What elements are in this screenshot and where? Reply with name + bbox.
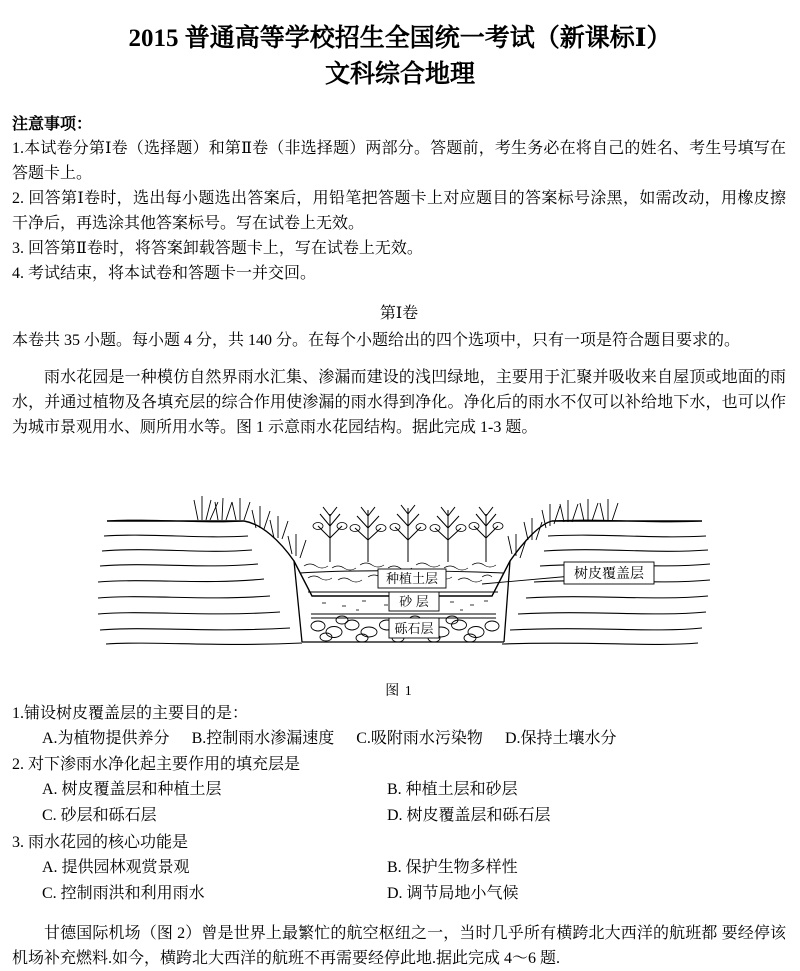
question-1-option-b[interactable]: B.控制雨水渗漏速度 — [191, 730, 335, 747]
page-subtitle: 文科综合地理 — [324, 61, 475, 88]
figure-1-caption: 图 1 — [385, 684, 413, 699]
question-2-option-a[interactable]: A. 树皮覆盖层和种植土层 — [42, 781, 222, 798]
question-3-option-d[interactable]: D. 调节局地小气候 — [387, 885, 519, 902]
question-3-option-c[interactable]: C. 控制雨洪和利用雨水 — [42, 885, 205, 902]
question-2-options — [12, 777, 786, 829]
label-gravel: 砾石层 — [394, 621, 434, 636]
question-3-options — [12, 855, 786, 907]
notice-heading: 注意事项： — [12, 116, 93, 133]
section-title: 第Ⅰ卷 — [379, 305, 419, 322]
notice-item-3: 3. 回答第Ⅱ卷时，将答案卸载答题卡上，写在试卷上无效。 — [12, 240, 423, 257]
question-2 — [12, 752, 786, 829]
notice-item-1: 1.本试卷分第Ⅰ卷（选择题）和第Ⅱ卷（非选择题）两部分。答题前，考生务必在将自己的姓名、考生号填写在答题卡上。 — [12, 140, 786, 182]
passage-2-line-1: 甘德国际机场（图 2）曾是世界上最繁忙的航空枢纽之一，当时几乎所有横跨北大西洋的航班都 — [44, 925, 718, 942]
question-1-option-a[interactable]: A.为植物提供养分 — [42, 730, 170, 747]
question-2-option-b[interactable]: B. 种植土层和砂层 — [387, 781, 518, 798]
question-1-stem: 1.铺设树皮覆盖层的主要目的是： — [12, 705, 249, 722]
label-mulch: 树皮覆盖层 — [574, 565, 644, 581]
rain-garden-diagram — [12, 446, 784, 678]
exam-page — [0, 22, 800, 970]
passage-1: 雨水花园是一种模仿自然界雨水汇集、渗漏而建设的浅凹绿地，主要用于汇聚并吸收来自屋顶或地面的雨水，并通过植物及各填充层的综合作用使渗漏的雨水得到净化。净化后的雨水不仅可以补给地下水，也可以作为城市景观用水、厕所用水等。图 1 示意雨水花园结构。据此完成 1-3 题。 — [12, 369, 786, 436]
question-1-options — [12, 726, 786, 751]
figure-1 — [12, 446, 786, 678]
label-sand: 砂 层 — [399, 594, 429, 609]
question-2-option-d[interactable]: D. 树皮覆盖层和砾石层 — [387, 807, 551, 824]
label-planting-soil: 种植土层 — [385, 571, 439, 586]
question-1-option-d[interactable]: D.保持土壤水分 — [504, 730, 617, 747]
question-3-option-b[interactable]: B. 保护生物多样性 — [387, 859, 518, 876]
passage-2-line-2: 要经停该机场补充燃料.如今，横跨北大西洋的航班不再需要经停此地.据此完成 4～6 题. — [12, 925, 786, 967]
question-3-stem: 3. 雨水花园的核心功能是 — [12, 834, 189, 851]
passage-2 — [12, 921, 786, 971]
question-1-option-c[interactable]: C.吸附雨水污染物 — [356, 730, 483, 747]
question-2-stem: 2. 对下渗雨水净化起主要作用的填充层是 — [12, 756, 301, 773]
question-1 — [12, 701, 786, 751]
question-3 — [12, 830, 786, 907]
question-3-option-a[interactable]: A. 提供园林观赏景观 — [42, 859, 190, 876]
question-2-option-c[interactable]: C. 砂层和砾石层 — [42, 807, 157, 824]
exam-body — [0, 114, 800, 971]
page-title: 2015 普通高等学校招生全国统一考试（新课标Ⅰ） — [128, 25, 672, 52]
exam-title-block — [0, 22, 800, 92]
notice-item-4: 4. 考试结束，将本试卷和答题卡一并交回。 — [12, 265, 317, 282]
section-note: 本卷共 35 小题。每小题 4 分，共 140 分。在每个小题给出的四个选项中，只有一项是符合题目要求的。 — [12, 332, 741, 349]
notice-item-2: 2. 回答第Ⅰ卷时，选出每小题选出答案后，用铅笔把答题卡上对应题目的答案标号涂黑，如需改动，用橡皮擦干净后，再选涂其他答案标号。写在试卷上无效。 — [12, 190, 786, 232]
